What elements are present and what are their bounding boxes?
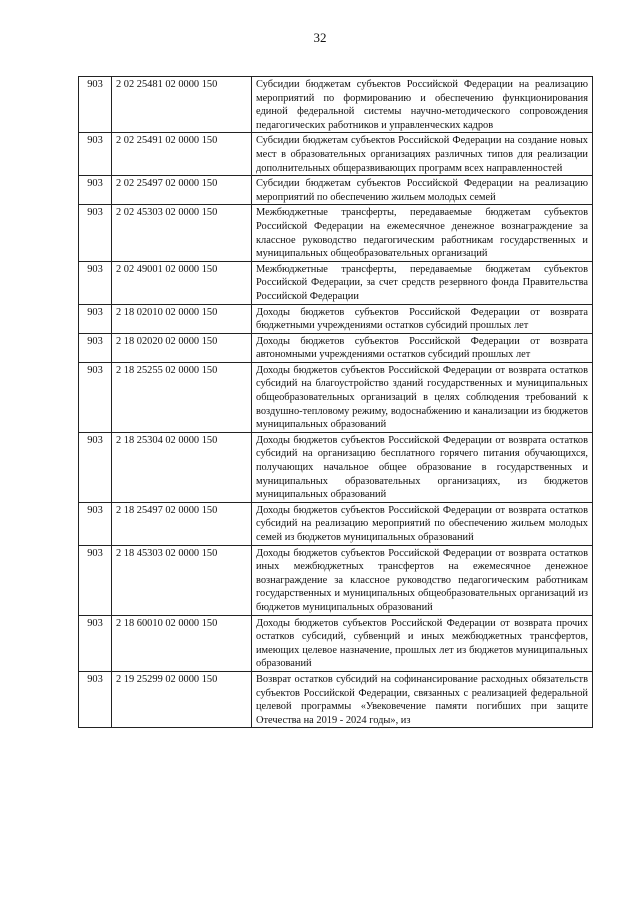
revenue-name-cell: Доходы бюджетов субъектов Российской Федерации от возврата остатков иных межбюджетных трансфертов на ежемесячное денежное вознаграждение за классное руководство педагогическим работникам государственных и муниципальных общеобразовательных организаций из бюджетов муниципальных образований [252, 545, 593, 615]
admin-code-cell: 903 [79, 362, 112, 432]
revenue-name-cell: Субсидии бюджетам субъектов Российской Федерации на реализацию мероприятий по формированию и обеспечению функционирования единой федеральной системы научно-методического сопровождения педагогических работников и управленческих кадров [252, 77, 593, 133]
table-row [79, 261, 593, 304]
admin-code-cell: 903 [79, 261, 112, 304]
admin-code-cell: 903 [79, 671, 112, 727]
table-row [79, 205, 593, 261]
revenue-code-cell: 2 19 25299 02 0000 150 [112, 671, 252, 727]
revenue-code-cell: 2 02 25491 02 0000 150 [112, 133, 252, 176]
admin-code-cell: 903 [79, 502, 112, 545]
table-row [79, 77, 593, 133]
admin-code-cell: 903 [79, 77, 112, 133]
revenue-name-cell: Доходы бюджетов субъектов Российской Федерации от возврата остатков субсидий на реализацию мероприятий по обеспечению жильем молодых семей из бюджетов муниципальных образований [252, 502, 593, 545]
revenue-code-cell: 2 18 02010 02 0000 150 [112, 304, 252, 333]
table-row [79, 615, 593, 671]
admin-code-cell: 903 [79, 304, 112, 333]
revenue-name-cell: Межбюджетные трансферты, передаваемые бюджетам субъектов Российской Федерации на ежемесячное денежное вознаграждение за классное руководство педагогическим работникам государственных и муниципальных общеобразовательных организаций [252, 205, 593, 261]
revenue-name-cell: Субсидии бюджетам субъектов Российской Федерации на реализацию мероприятий по обеспечению жильем молодых семей [252, 176, 593, 205]
revenue-code-cell: 2 18 25255 02 0000 150 [112, 362, 252, 432]
revenue-name-cell: Возврат остатков субсидий на софинансирование расходных обязательств субъектов Российской Федерации, связанных с реализацией федеральной целевой программы «Увековечение памяти погибших при защите Отечества на 2019 - 2024 годы», из [252, 671, 593, 727]
revenue-code-cell: 2 18 02020 02 0000 150 [112, 333, 252, 362]
table-row [79, 133, 593, 176]
revenue-name-cell: Доходы бюджетов субъектов Российской Федерации от возврата остатков субсидий на благоустройство зданий государственных и муниципальных общеобразовательных организаций в целях соблюдения требований к воздушно-тепловому режиму, водоснабжению и канализации из бюджетов муниципальных образований [252, 362, 593, 432]
revenue-code-cell: 2 02 49001 02 0000 150 [112, 261, 252, 304]
table-row [79, 671, 593, 727]
revenue-code-cell: 2 18 60010 02 0000 150 [112, 615, 252, 671]
table-row [79, 333, 593, 362]
revenue-name-cell: Доходы бюджетов субъектов Российской Федерации от возврата остатков субсидий на организацию бесплатного горячего питания обучающихся, получающих начальное общее образование в государственных и муниципальных образовательных организациях, из бюджетов муниципальных образований [252, 432, 593, 502]
revenue-name-cell: Субсидии бюджетам субъектов Российской Федерации на создание новых мест в образовательных организациях различных типов для реализации дополнительных общеразвивающих программ всех направленностей [252, 133, 593, 176]
admin-code-cell: 903 [79, 333, 112, 362]
admin-code-cell: 903 [79, 133, 112, 176]
table-body [79, 77, 593, 728]
table-row [79, 176, 593, 205]
admin-code-cell: 903 [79, 205, 112, 261]
admin-code-cell: 903 [79, 615, 112, 671]
admin-code-cell: 903 [79, 545, 112, 615]
revenue-code-cell: 2 02 25497 02 0000 150 [112, 176, 252, 205]
admin-code-cell: 903 [79, 432, 112, 502]
table-row [79, 304, 593, 333]
revenue-code-cell: 2 18 25304 02 0000 150 [112, 432, 252, 502]
table-row [79, 362, 593, 432]
revenue-code-cell: 2 02 45303 02 0000 150 [112, 205, 252, 261]
page-number: 32 [313, 30, 327, 45]
revenue-code-cell: 2 18 25497 02 0000 150 [112, 502, 252, 545]
admin-code-cell: 903 [79, 176, 112, 205]
budget-classification-table [78, 76, 593, 728]
revenue-code-cell: 2 18 45303 02 0000 150 [112, 545, 252, 615]
table-row [79, 432, 593, 502]
revenue-name-cell: Доходы бюджетов субъектов Российской Федерации от возврата прочих остатков субсидий, субвенций и иных межбюджетных трансфертов, имеющих целевое назначение, прошлых лет из бюджетов муниципальных образований [252, 615, 593, 671]
revenue-name-cell: Межбюджетные трансферты, передаваемые бюджетам субъектов Российской Федерации, за счет средств резервного фонда Правительства Российской Федерации [252, 261, 593, 304]
table-row [79, 545, 593, 615]
revenue-name-cell: Доходы бюджетов субъектов Российской Федерации от возврата бюджетными учреждениями остатков субсидий прошлых лет [252, 304, 593, 333]
table-row [79, 502, 593, 545]
revenue-name-cell: Доходы бюджетов субъектов Российской Федерации от возврата автономными учреждениями остатков субсидий прошлых лет [252, 333, 593, 362]
revenue-code-cell: 2 02 25481 02 0000 150 [112, 77, 252, 133]
